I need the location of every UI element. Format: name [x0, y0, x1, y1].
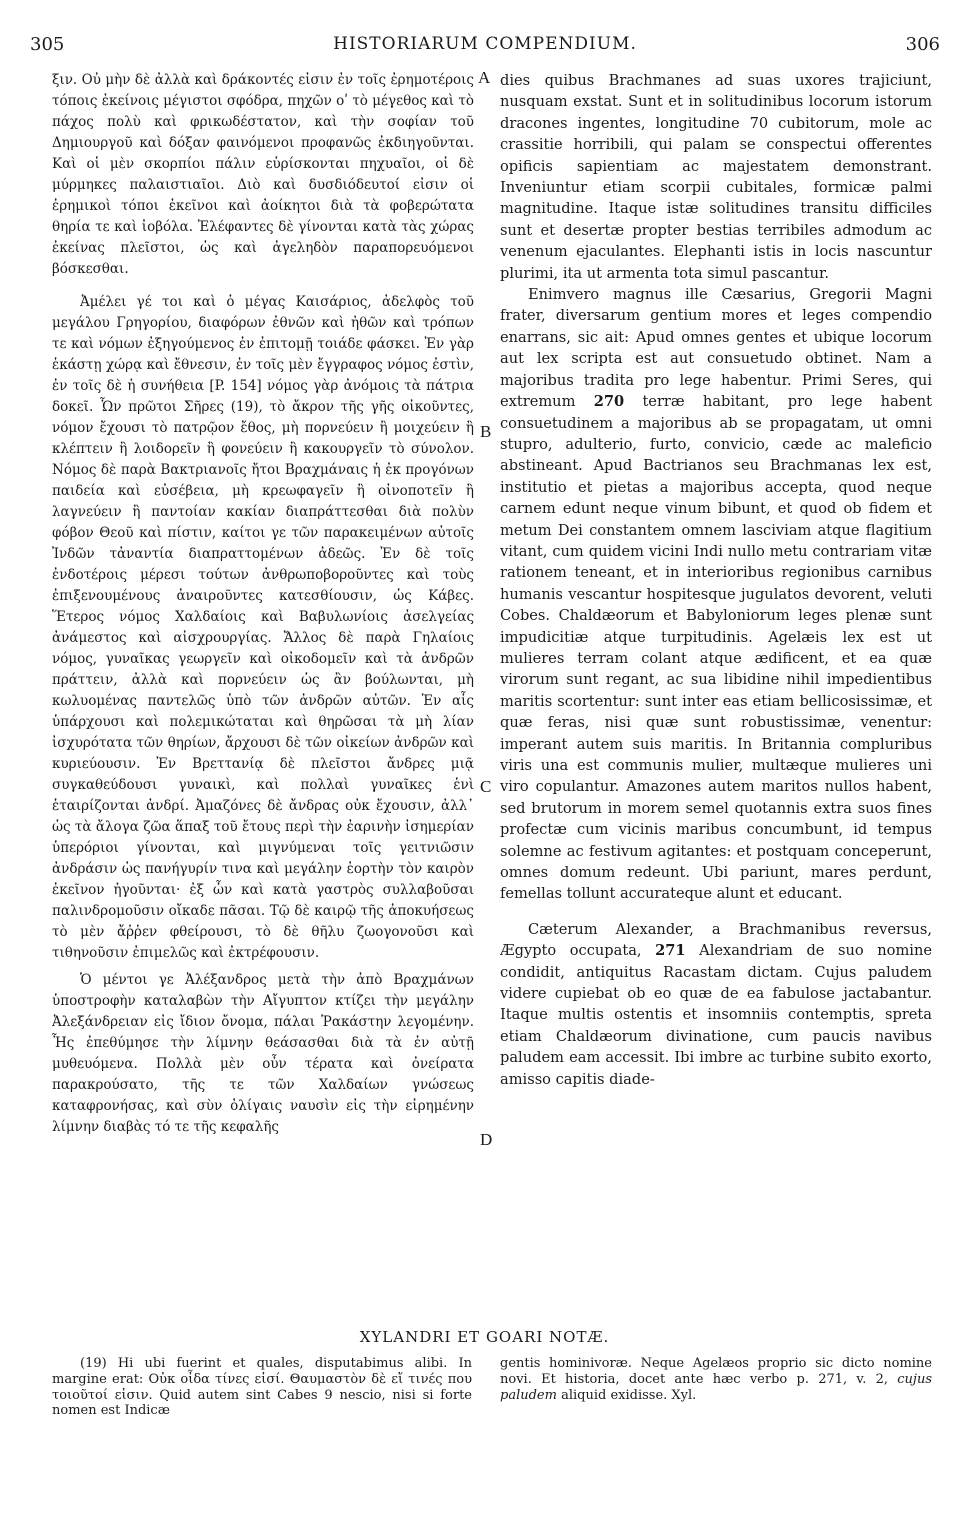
latin-paragraph-2	[500, 284, 932, 905]
margin-letter-d: D	[480, 1130, 493, 1149]
latin-paragraph-2-text-a: Enimvero magnus ille Cæsarius, Gregorii Magni frater, diversarum gentium mores et leges compendio enarrans, sic ait: Apud omnes gentes et ubique locorum aut lex scripta est aut consuetudo obtinet. Nam a majoribus tradita pro lege habentur. Primi Seres, qui extremum	[500, 286, 932, 411]
latin-paragraph-2-text-b: terræ habitant, pro lege habent consuetudinem a majoribus ab se propagatam, ut omni stupro, adulterio, furto, convicio, cæde ac maleficio abstineant. Apud Bactrianos seu Brachmanas lex est, institutio et pietas a majoribus accepta, quod neque carnem edunt neque vinum bibunt, et quod ob fidem et metum Dei constantem omnem lasciviam atque flagitium vitant, cum quidem vicini Indi nullo metu contrariam vitæ rationem teneant, et in interioribus regionibus carnibus humanis vescantur hospitesque jugulatos devorent, veluti Cobes. Chaldæorum et Babyloniorum leges plenæ sunt impudicitiæ atque turpitudinis. Agelæis lex est ut mulieres terram colant atque ædificent, et ea quæ virorum sunt regant, ac sua libidine nihil impedientibus maritis scortentur: sunt inter eas etiam bellicosissimæ, et quæ feras, nisi quæ sunt robustissimæ, venentur: imperant autem suis maritis. In Britannia compluribus viris una est communis mulier, multæque mulieres uni viro copulantur. Amazones autem maritos nullos habent, sed brutorum in morem semel quotannis extra suos fines profectæ cum vicinis maribus concumbunt, id tempus solemne ac festivum agitantes: et postquam conceperunt, omnes domum redeunt. Ubi pariunt, mares perdunt, femellas tollunt accurateque alunt et educant.	[500, 393, 932, 903]
note-19: (19) Hi ubi fuerint et quales, disputabimus alibi. In margine erat: Οὐκ οἶδα τίνες εἰσί. Θαυμαστὸν δὲ εἴ τινές που τοιοῦτοί εἰσιν. Quid autem sint Cabes 9 nescio, nisi si forte nomen est Indicæ	[52, 1356, 472, 1419]
latin-paragraph-3-text-b: Alexandriam de suo nomine condidit, antiquitus Racastam dictam. Cujus paludem videre cupiebat ob eo quæ de ea fabulose jactabantur. Itaque multis ostentis et insomniis contemptis, spreta etiam Chaldæorum divinatione, cum paucis navibus paludem eam accessit. Ibi imbre ac turbine subito exorto, amisso capitis diade-	[500, 942, 932, 1088]
greek-column	[52, 70, 474, 1348]
greek-paragraph-3: Ὁ μέντοι γε Ἀλέξανδρος μετὰ τὴν ἀπὸ Βραχμάνων ὑποστροφὴν καταλαβὼν τὴν Αἴγυπτον κτίζει τὴν μεγάλην Ἀλεξάνδρειαν εἰς ἴδιον ὄνομα, πάλαι Ῥακάστην λεγομένην. Ἧς ἐπεθύμησε τὴν λίμνην θεάσασθαι διὰ τὰ ἐν αὐτῇ μυθευόμενα. Πολλὰ μὲν οὖν τέρατα καὶ ὀνείρατα παρακρούσατο, τῆς τε τῶν Χαλδαίων γνώσεως καταφρονήσας, καὶ σὺν ὀλίγαις ναυσὶν εἰς τὴν εἰρημένην λίμνην διαβὰς τό τε τῆς κεφαλῆς	[52, 972, 474, 1135]
margin-letter-b: B	[480, 422, 492, 441]
notes-left	[52, 1356, 472, 1506]
page-header	[30, 34, 940, 58]
latin-paragraph-1: dies quibus Brachmanes ad suas uxores trajiciunt, nusquam exstat. Sunt et in solitudinibus locorum istorum dracones ingentes, longitudine 70 cubitorum, mole ac crassitie horribili, qui palam se conspectui offerentes opificis sapientiam ac majestatem demonstrant. Inveniuntur etiam scorpii cubitales, formicæ palmi magnitudine. Itaque istæ solitudines transitu difficiles sunt et desertæ propter bestias terribiles admodum ac venenum ejaculantes. Elephanti istis in locis nascuntur plurimi, ita ut armenta tota simul pascantur.	[500, 72, 932, 282]
column-number-270: 270	[593, 393, 625, 411]
margin-letter-c: C	[480, 777, 492, 796]
latin-column	[500, 70, 932, 1332]
notes-right	[500, 1356, 932, 1506]
running-title: HISTORIARUM COMPENDIUM.	[333, 34, 637, 54]
notes-title: XYLANDRI ET GOARI NOTÆ.	[359, 1328, 610, 1346]
margin-letter-a: A	[478, 68, 491, 87]
latin-paragraph-3-text-a: Cæterum Alexander, a Brachmanibus reversus, Ægypto occupata,	[500, 920, 932, 960]
page-number-right: 306	[905, 34, 940, 55]
latin-paragraph-3	[500, 919, 932, 1090]
note-continuation-text-b: aliquid exidisse. Xyl.	[556, 1387, 697, 1403]
page-number-left: 305	[30, 34, 65, 55]
note-continuation	[500, 1356, 932, 1403]
note-continuation-italic: cujus paludem	[500, 1371, 932, 1403]
column-number-271: 271	[655, 942, 686, 960]
greek-paragraph-2: Ἀμέλει γέ τοι καὶ ὁ μέγας Καισάριος, ἀδελφὸς τοῦ μεγάλου Γρηγορίου, διαφόρων ἐθνῶν καὶ ἠθῶν καὶ τρόπων τε καὶ νόμων ἐξηγούμενος ἐν ἐπιτομῇ τοιάδε φάσκει. Ἐν γὰρ ἑκάστῃ χώρᾳ καὶ ἔθνεσιν, ἐν τοῖς μὲν ἔγγραφος νόμος ἐστὶν, ἐν τοῖς δὲ ἡ συνήθεια [P. 154] νόμος γὰρ ἀνόμοις τὰ πάτρια δοκεῖ. Ὧν πρῶτοι Σῆρες (19), τὸ ἄκρον τῆς γῆς οἰκοῦντες, νόμον ἔχουσι τὸ πατρῷον ἔθος, μὴ πορνεύειν ἢ μοιχεύειν ἢ κλέπτειν ἢ λοιδορεῖν ἢ φονεύειν ἢ κακουργεῖν τὸ σύνολον. Νόμος δὲ παρὰ Βακτριανοῖς ἤτοι Βραχμάναις ἡ ἐκ προγόνων παιδεία καὶ εὐσέβεια, μὴ κρεωφαγεῖν ἢ οἰνοποτεῖν ἢ λαγνεύειν ἢ παντοίαν κακίαν διαπράττεσθαι διὰ πολὺν φόβον Θεοῦ καὶ πίστιν, καίτοι γε τῶν παρακειμένων αὐτοῖς Ἰνδῶν τἀναντία διαπραττομένων ἀδεῶς. Ἐν δὲ τοῖς ἐνδοτέροις μέρεσι τούτων ἀνθρωποβοροῦντες καὶ τοὺς ἐπιξενουμένους ἀναιροῦντες κατεσθίουσιν, ὡς Κάβες. Ἕτερος νόμος Χαλδαίοις καὶ Βαβυλωνίοις ἀσελγείας ἀνάμεστος καὶ αἰσχρουργίας. Ἄλλος δὲ παρὰ Γηλαίοις νόμος, γυναῖκας γεωργεῖν καὶ οἰκοδομεῖν καὶ τὰ ἀνδρῶν πράττειν, ἀλλὰ καὶ πορνεύειν ὡς ἂν βούλωνται, μὴ κωλυομένας παντελῶς ὑπὸ τῶν ἀνδρῶν αὐτῶν. Ἐν αἷς ὑπάρχουσι καὶ πολεμικώταται καὶ θηρῶσαι τὰ μὴ λίαν ἰσχυρότατα τῶν θηρίων, ἄρχουσι δὲ τῶν οἰκείων ἀνδρῶν καὶ κυριεύουσιν. Ἐν Βρεττανίᾳ δὲ πλεῖστοι ἄνδρες μιᾷ συγκαθεύδουσι γυναικὶ, καὶ πολλαὶ γυναῖκες ἑνὶ ἑταιρίζονται ἀνδρί. Ἀμαζόνες δὲ ἄνδρας οὐκ ἔχουσιν, ἀλλ᾽ ὡς τὰ ἄλογα ζῶα ἅπαξ τοῦ ἔτους περὶ τὴν ἐαρινὴν ἰσημερίαν ὑπερόριοι γίνονται, καὶ μιγνύμεναι τοῖς γειτνιῶσιν ἀνδράσιν ὡς πανήγυρίν τινα καὶ μεγάλην ἑορτὴν τὸν καιρὸν ἐκεῖνον ἡγοῦνται· ἐξ ὧν καὶ κατὰ γαστρὸς συλλαβοῦσαι παλινδρομοῦσιν οἴκαδε πᾶσαι. Τῷ δὲ καιρῷ τῆς ἀποκυήσεως τὸ μὲν ἄῤῥεν φθείρουσι, τὸ δὲ θῆλυ ζωογονοῦσι καὶ τιθηνοῦσιν ἐπιμελῶς καὶ ἐκτρέφουσιν.	[52, 294, 474, 961]
greek-paragraph-1: ξιν. Οὐ μὴν δὲ ἀλλὰ καὶ δράκοντές εἰσιν ἐν τοῖς ἐρημοτέροις τόποις ἐκείνοις μέγιστοι σφόδρα, πηχῶν οʹ τὸ μέγεθος καὶ τὸ πάχος πολὺ καὶ φρικωδέστατον, καὶ τὴν σοφίαν τοῦ Δημιουργοῦ καὶ δόξαν φαινόμενοι προφανῶς ἐκδιηγοῦνται. Καὶ οἱ μὲν σκορπίοι πάλιν εὑρίσκονται πηχυαῖοι, οἱ δὲ μύρμηκες παλαιστιαῖοι. Διὸ καὶ δυσδιόδευτοί εἰσιν οἱ ἐρημικοὶ τόποι ἐκεῖνοι καὶ ἀοίκητοι διὰ τὰ φοβερώτατα θηρία τε καὶ ἰοβόλα. Ἐλέφαντες δὲ γίνονται κατὰ τὰς χώρας ἐκείνας πλεῖστοι, ὡς καὶ ἀγεληδὸν παραπορευόμενοι βόσκεσθαι.	[52, 72, 474, 277]
note-continuation-text-a: gentis hominivoræ. Neque Agelæos proprio sic dicto nomine novi. Et historia, docet ante hæc verbo p. 271, v. 2,	[500, 1356, 932, 1387]
